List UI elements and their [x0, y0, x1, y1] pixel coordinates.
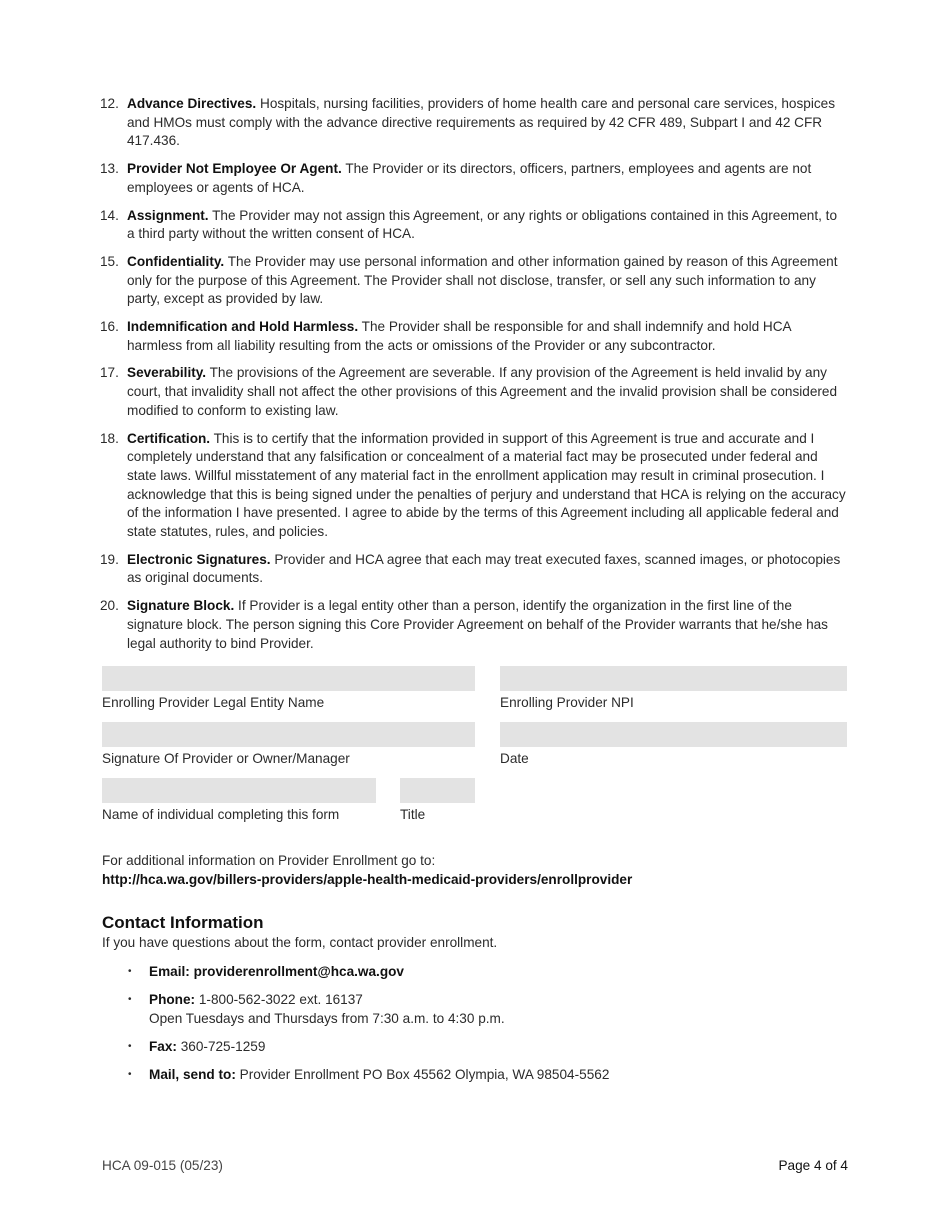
signature-label: Signature Of Provider or Owner/Manager [102, 751, 350, 766]
item-text: Provider and HCA agree that each may treat executed faxes, scanned images, or photocopies as original documents. [127, 551, 841, 586]
form-id: HCA 09-015 (05/23) [102, 1158, 223, 1173]
contact-list [128, 962, 609, 1093]
item-number: 20. [100, 598, 119, 614]
item-title: Indemnification and Hold Harmless. [127, 319, 359, 335]
item-text: The Provider or its directors, officers, partners, employees and agents are not employees or agents of HCA. [127, 161, 812, 195]
item-text: The Provider may not assign this Agreement, or any rights or obligations contained in this Agreement, to a third party without the written consent of HCA. [127, 207, 838, 242]
item-number: 19. [100, 551, 119, 567]
bullet-icon: • [128, 1041, 132, 1052]
item-text: The Provider may use personal information and other information gained by reason of this Agreement only for the purpose of this Agreement. The Provider shall not disclose, transfer, or sell any such information to any party, except as provided by law. [127, 253, 838, 307]
bullet-icon: • [128, 994, 132, 1005]
title-input[interactable] [400, 778, 475, 803]
item-text: The Provider shall be responsible for and shall indemnify and hold HCA harmless from all liability resulting from the acts or omissions of the Provider or any subcontractor. [127, 319, 791, 353]
item-text: The provisions of the Agreement are severable. If any provision of the Agreement is held invalid by any court, that invalidity shall not affect the other provisions of this Agreement and the invalid provision shall be considered modified to conform to existing law. [127, 365, 838, 418]
item-number: 13. [100, 161, 119, 177]
more-info-text: For additional information on Provider Enrollment go to: [102, 853, 436, 868]
legal-entity-field-group [102, 666, 475, 710]
item-title: Advance Directives. [127, 96, 257, 111]
npi-field-group [500, 666, 847, 710]
contact-mail [128, 1065, 609, 1084]
email-link[interactable]: providerenrollment@hca.wa.gov [193, 964, 404, 979]
contact-heading: Contact Information [102, 913, 264, 932]
contact-email [128, 962, 609, 981]
phone-hours: Open Tuesdays and Thursdays from 7:30 a.m. to 4:30 p.m. [149, 1011, 505, 1026]
item-title: Provider Not Employee Or Agent. [127, 161, 342, 177]
enrollment-link[interactable]: http://hca.wa.gov/billers-providers/apple-health-medicaid-providers/enrollprovider [102, 872, 633, 887]
agreement-item [100, 160, 848, 197]
item-title: Confidentiality. [127, 253, 225, 269]
completer-name-input[interactable] [102, 778, 376, 803]
page-number: Page 4 of 4 [778, 1158, 848, 1173]
agreement-item [100, 597, 848, 653]
contact-phone [128, 990, 609, 1028]
item-number: 12. [100, 96, 119, 111]
mail-label: Mail, send to: [149, 1067, 236, 1082]
phone-value: 1-800-562-3022 ext. 16137 [198, 992, 363, 1007]
mail-value: Provider Enrollment PO Box 45562 Olympia, WA 98504-5562 [239, 1067, 610, 1082]
completer-name-label: Name of individual completing this form [102, 807, 340, 822]
legal-entity-input[interactable] [102, 666, 475, 691]
agreement-item [100, 95, 848, 151]
item-title: Certification. [127, 430, 211, 446]
agreement-item [100, 207, 848, 244]
item-title: Assignment. [127, 207, 209, 223]
item-text: If Provider is a legal entity other than a person, identify the organization in the first line of the signature block. The person signing this Core Provider Agreement on behalf of the Provider warrants that he/she has legal authority to bind Provider. [127, 598, 828, 651]
item-number: 18. [100, 430, 119, 446]
agreement-item [100, 364, 848, 420]
item-title: Severability. [127, 365, 207, 381]
item-text: This is to certify that the information provided in support of this Agreement is true and accurate and I completely understand that any falsification or concealment of a material fact may be prosecuted under federal and state laws. Willful misstatement of any material fact in the enrollment application may result in criminal prosecution. I acknowledge that this is being signed under the penalties of perjury and understand that HCA is relying on the accuracy of the information I have presented. I agree to abide by the terms of this Agreement including all applicable federal and state statutes, rules, and policies. [127, 430, 846, 540]
npi-input[interactable] [500, 666, 847, 691]
date-label: Date [500, 751, 529, 766]
agreement-item [100, 430, 848, 542]
agreement-item [100, 253, 848, 309]
item-number: 16. [100, 319, 119, 335]
item-title: Electronic Signatures. [127, 551, 271, 567]
date-field-group [500, 722, 847, 766]
signature-input[interactable] [102, 722, 475, 747]
fax-label: Fax: [149, 1039, 177, 1054]
bullet-icon: • [128, 1069, 132, 1080]
agreement-items [100, 95, 848, 662]
npi-label: Enrolling Provider NPI [500, 695, 634, 710]
signature-field-group [102, 722, 475, 766]
date-input[interactable] [500, 722, 847, 747]
more-info [102, 851, 632, 889]
title-field-group [400, 778, 475, 822]
item-title: Signature Block. [127, 598, 235, 614]
legal-entity-label: Enrolling Provider Legal Entity Name [102, 695, 325, 710]
contact-fax [128, 1037, 609, 1056]
agreement-item [100, 551, 848, 588]
email-label: Email: [149, 964, 190, 979]
bullet-icon: • [128, 966, 132, 977]
item-number: 15. [100, 253, 119, 269]
title-label: Title [400, 807, 426, 822]
item-number: 14. [100, 207, 119, 223]
fax-value: 360-725-1259 [180, 1039, 266, 1054]
item-number: 17. [100, 365, 119, 381]
phone-label: Phone: [149, 992, 196, 1007]
agreement-item [100, 318, 848, 355]
completer-name-field-group [102, 778, 376, 822]
item-text: Hospitals, nursing facilities, providers of home health care and personal care services, hospices and HMOs must comply with the advance directive requirements as required by 42 CFR 489, Subpart I and 42 CFR 417.436. [127, 96, 835, 149]
contact-intro: If you have questions about the form, contact provider enrollment. [102, 935, 498, 950]
